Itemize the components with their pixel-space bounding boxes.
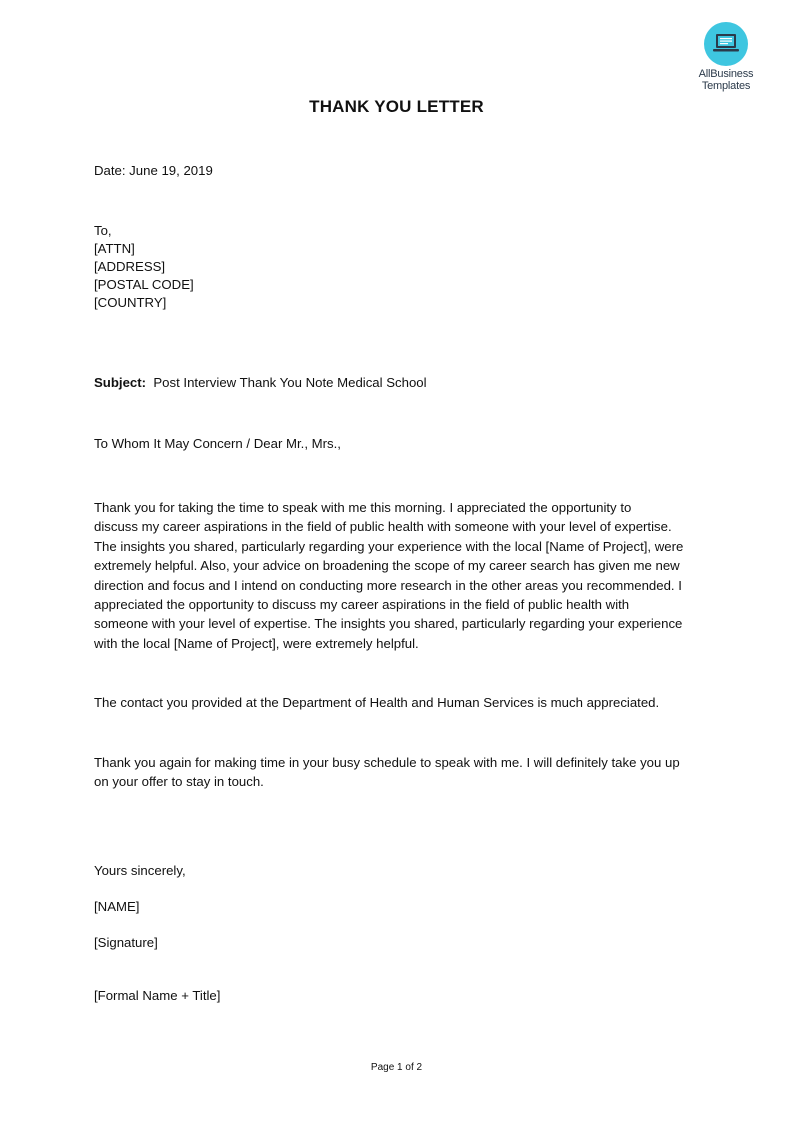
paragraph-1-line: extremely helpful. Also, your advice on broadening the scope of my career search has given me new (94, 558, 680, 574)
address-postal: [POSTAL CODE] (94, 277, 194, 292)
paragraph-2: The contact you provided at the Department of Health and Human Services is much appreciated. (94, 695, 660, 710)
salutation: To Whom It May Concern / Dear Mr., Mrs., (94, 436, 341, 451)
laptop-icon (712, 32, 740, 56)
subject-line (94, 373, 427, 392)
paragraph-3-line: Thank you again for making time in your busy schedule to speak with me. I will definitely take you up (94, 755, 680, 770)
paragraph-3 (94, 753, 704, 792)
paragraph-1 (94, 498, 704, 653)
paragraph-1-line: someone with your level of expertise. The insights you shared, particularly regarding your experience (94, 616, 683, 632)
paragraph-1-line: direction and focus and I intend on conducting more research in the other areas you recommended. I (94, 577, 682, 593)
address-to: To, (94, 223, 112, 238)
subject-label: Subject: (94, 375, 147, 390)
logo-text (688, 68, 764, 92)
paragraph-1-line: appreciated the opportunity to discuss my career aspirations in the field of public health with (94, 597, 630, 613)
logo-circle (704, 22, 748, 66)
paragraph-1-line: Thank you for taking the time to speak with me this morning. I appreciated the opportunity to (94, 500, 632, 515)
sender-name: [NAME] (94, 899, 140, 914)
signature: [Signature] (94, 935, 158, 950)
page-title: THANK YOU LETTER (309, 97, 484, 116)
formal-name-title: [Formal Name + Title] (94, 988, 221, 1003)
logo-line-1: AllBusiness (698, 68, 754, 80)
address-attn: [ATTN] (94, 241, 135, 256)
address-country: [COUNTRY] (94, 295, 167, 310)
page-number: Page 1 of 2 (370, 1062, 423, 1073)
logo-line-2: Templates (701, 80, 751, 92)
address-line: [ADDRESS] (94, 259, 166, 274)
paragraph-3-line: on your offer to stay in touch. (94, 774, 264, 790)
paragraph-1-line: discuss my career aspirations in the field of public health with someone with your level of expertise. (94, 519, 672, 535)
allbusiness-logo[interactable] (688, 22, 764, 92)
paragraph-1-line: with the local [Name of Project], were extremely helpful. (94, 635, 419, 651)
subject-text: Post Interview Thank You Note Medical School (153, 375, 427, 390)
letter-date: Date: June 19, 2019 (94, 163, 213, 178)
paragraph-1-line: The insights you shared, particularly regarding your experience with the local [Name of Project], were (94, 538, 684, 554)
closing: Yours sincerely, (94, 863, 186, 878)
